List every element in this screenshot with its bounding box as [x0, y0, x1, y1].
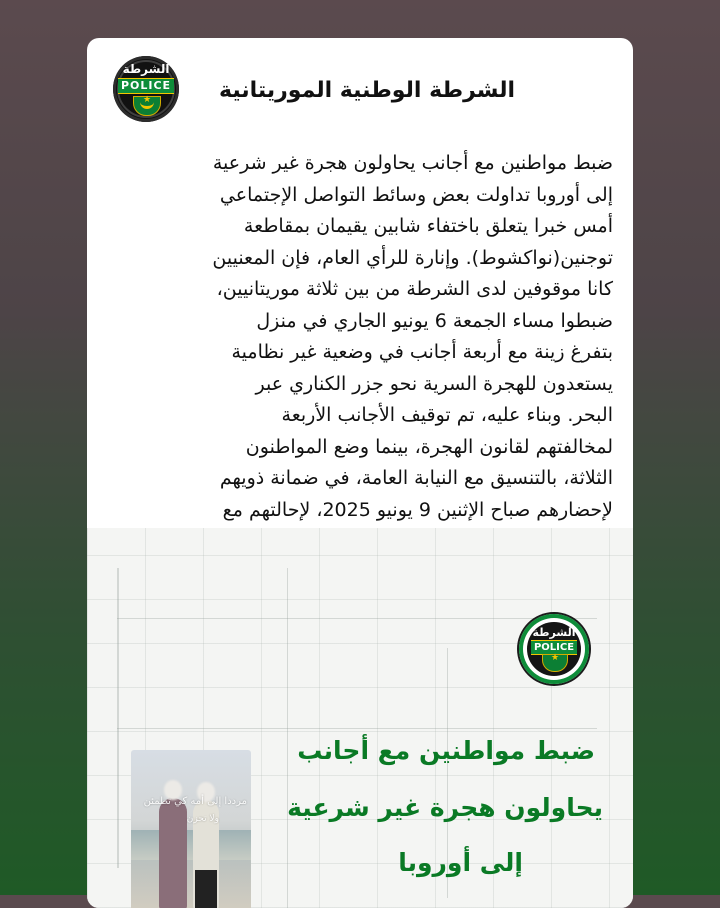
page-name[interactable]: الشرطة الوطنية الموريتانية [219, 78, 515, 103]
image-headline: ضبط مواطنين مع أجانب [297, 736, 595, 765]
image-headline: إلى أوروبا [398, 848, 523, 877]
post-body-text: ضبط مواطنين مع أجانب يحاولون هجرة غير شرعية إلى أوروبا تداولت بعض وسائط التواصل الإجتماعي أمس خبرا يتعلق باختفاء شابين يقيمان بمقاطعة توجنين(نواكشوط). وإنارة للرأي العام، فإن المعنيين كانا موقوفين لدى الشرطة من بين ثلاثة موريتانيين، ضبطوا مساء الجمعة 6 يونيو الجاري في منزل بتفرغ زينة مع أربعة أجانب في وضعية غير نظامية يستعدون للهجرة السرية نحو جزر الكناري عبر البحر. وبناء عليه، تم توقيف الأجانب الأربعة لمخالفتهم لقانون الهجرة، بينما وضع المواطنون الثلاثة، بالتنسيق مع النيابة العامة، في ضمانة ذويهم لإحضارهم صباح الإثنين 9 يونيو 2025، لإحالتهم مع [212, 152, 613, 521]
post-image[interactable] [87, 528, 633, 908]
photo-person [159, 798, 187, 908]
star-icon: ★ [143, 95, 152, 105]
photo-sea [131, 830, 251, 860]
blueprint-line [117, 728, 597, 729]
photo-caption: ولا تحزن [186, 814, 219, 824]
logo-band-text: POLICE [531, 640, 577, 655]
photo-two-people [131, 750, 251, 908]
police-logo[interactable] [113, 56, 179, 122]
photo-caption: مرددا إلى أمه كي تطمئن [143, 796, 247, 807]
post-card [87, 38, 633, 908]
post-header [87, 56, 633, 126]
logo-band-text: POLICE [118, 78, 174, 94]
logo-top-text: الشرطة [122, 62, 170, 76]
blueprint-line [117, 618, 597, 619]
photo-person-legs [195, 870, 217, 908]
police-logo-image [519, 614, 589, 684]
blueprint-line [287, 568, 288, 908]
logo-top-text: الشرطة [532, 626, 576, 639]
star-icon: ★ [551, 653, 560, 663]
blueprint-line [117, 568, 119, 868]
image-headline: يحاولون هجرة غير شرعية [287, 793, 603, 822]
